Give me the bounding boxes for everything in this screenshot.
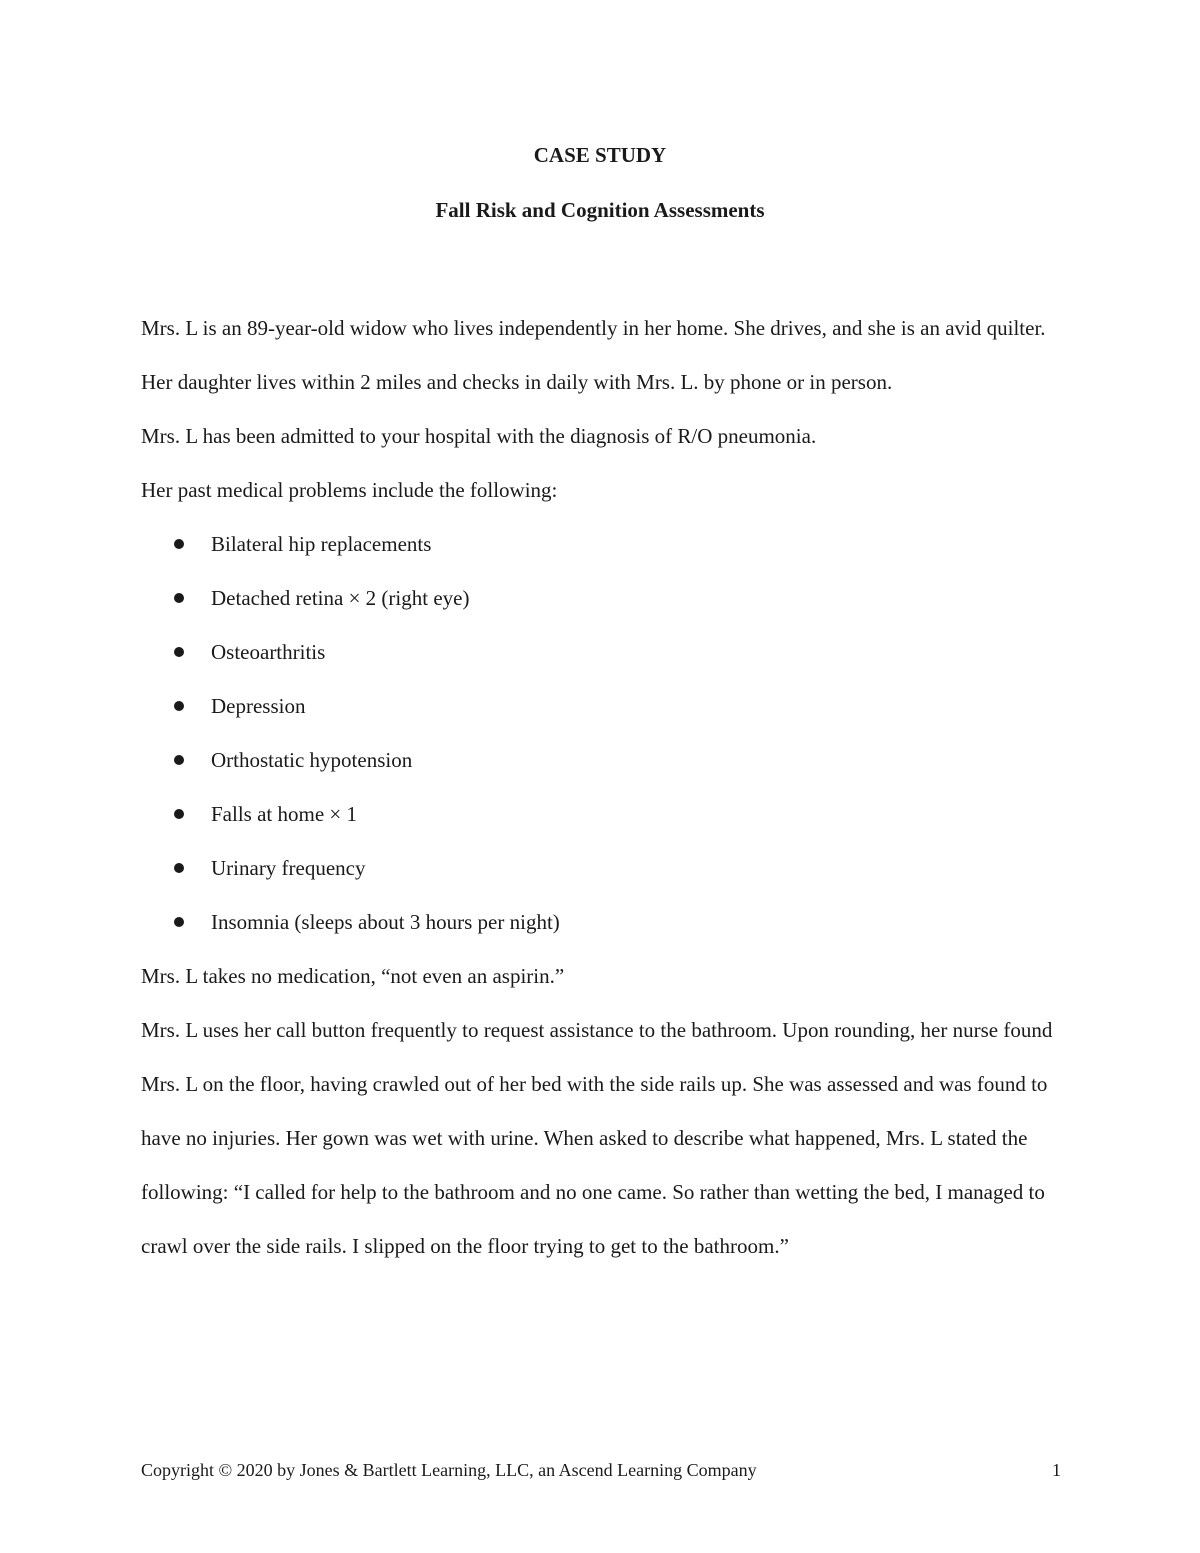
paragraph-history-lead: Her past medical problems include the following: [141,478,558,502]
list-item-text: Osteoarthritis [211,640,326,664]
list-item-text: Detached retina × 2 (right eye) [211,586,470,610]
paragraph-admission: Mrs. L has been admitted to your hospital with the diagnosis of R/O pneumonia. [141,424,817,448]
paragraph-incident: Mrs. L uses her call button frequently to request assistance to the bathroom. Upon rounding, her nurse found Mrs. L on the floor, having crawled out of her bed with the side rails up. She was assessed and was found to have no injuries. Her gown was wet with urine. When asked to describe what happened, Mrs. L stated the following: “I called for help to the bathroom and no one came. So rather than wetting the bed, I managed to crawl over the side rails. I slipped on the floor trying to get to the bathroom.” [141,1018,1053,1258]
list-item-text: Bilateral hip replacements [211,532,432,556]
page-footer [141,1460,1061,1481]
bullet-icon [174,755,184,765]
bullet-icon [174,701,184,711]
paragraph-intro: Mrs. L is an 89-year-old widow who lives independently in her home. She drives, and she is an avid quilter. Her daughter lives within 2 miles and checks in daily with Mrs. L. by phone or in person. [141,316,1046,394]
list-item-text: Orthostatic hypotension [211,748,413,772]
paragraph-medication: Mrs. L takes no medication, “not even an aspirin.” [141,964,565,988]
document-title: CASE STUDY [533,143,667,167]
list-item-text: Urinary frequency [211,856,366,880]
bullet-icon [174,647,184,657]
bullet-icon [174,593,184,603]
list-item-text: Insomnia (sleeps about 3 hours per night) [211,910,560,934]
list-item-text: Falls at home × 1 [211,802,357,826]
list-item [141,625,1061,679]
bullet-icon [174,539,184,549]
list-item [141,895,1061,949]
bullet-icon [174,917,184,927]
list-item [141,571,1061,625]
list-item [141,517,1061,571]
document-body [141,301,1061,1273]
list-item [141,733,1061,787]
page-number: 1 [1052,1460,1061,1480]
list-item [141,787,1061,841]
bullet-icon [174,863,184,873]
medical-problems-list [141,517,1061,949]
copyright-text: Copyright © 2020 by Jones & Bartlett Learning, LLC, an Ascend Learning Company [141,1460,757,1480]
list-item-text: Depression [211,694,306,718]
list-item [141,679,1061,733]
list-item [141,841,1061,895]
document-subtitle: Fall Risk and Cognition Assessments [435,198,765,222]
bullet-icon [174,809,184,819]
